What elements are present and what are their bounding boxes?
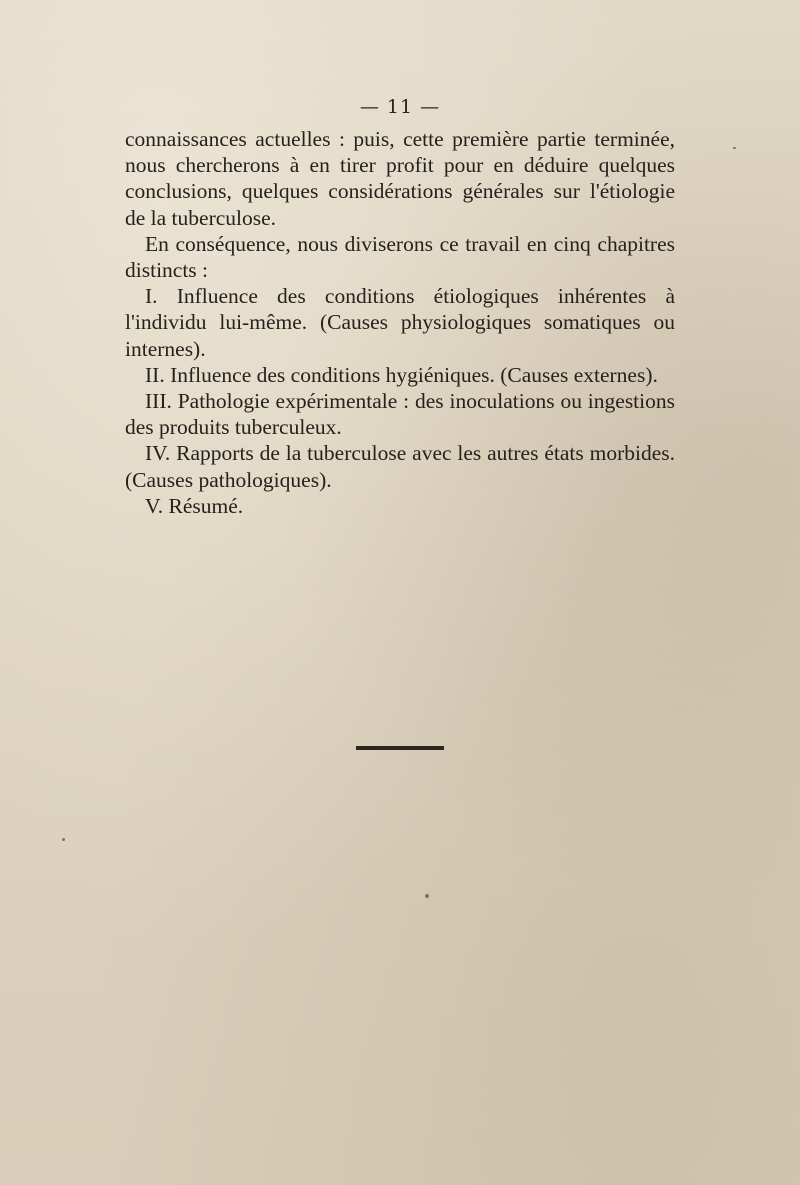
page-number: — 11 — [359, 96, 441, 118]
body-text [125, 126, 675, 519]
chapter-item-3: III. Pathologie expérimentale : des inoculations ou ingestions des produits tuberculeux. [125, 389, 675, 440]
ink-speck [425, 894, 429, 898]
division-paragraph: En conséquence, nous diviserons ce travail en cinq chapitres distincts : [125, 231, 675, 283]
chapter-item-5: V. Résumé. [145, 493, 244, 518]
ink-speck [62, 838, 65, 841]
ink-speck [733, 147, 736, 149]
intro-paragraph: connaissances actuelles : puis, cette première partie terminée, nous chercherons à en tirer profit pour en déduire quelques conclusions, quelques considérations générales sur l'étiologie de la tuberculose. [125, 127, 675, 230]
end-rule [356, 746, 444, 750]
chapter-item-4: IV. Rapports de la tuberculose avec les autres états morbides. (Causes pathologiques). [125, 441, 675, 492]
chapter-item-1: I. Influence des conditions étiologiques inhérentes à l'individu lui-même. (Causes physiologiques somatiques ou internes). [125, 284, 675, 361]
chapter-item-2: II. Influence des conditions hygiéniques. (Causes externes). [145, 362, 658, 387]
